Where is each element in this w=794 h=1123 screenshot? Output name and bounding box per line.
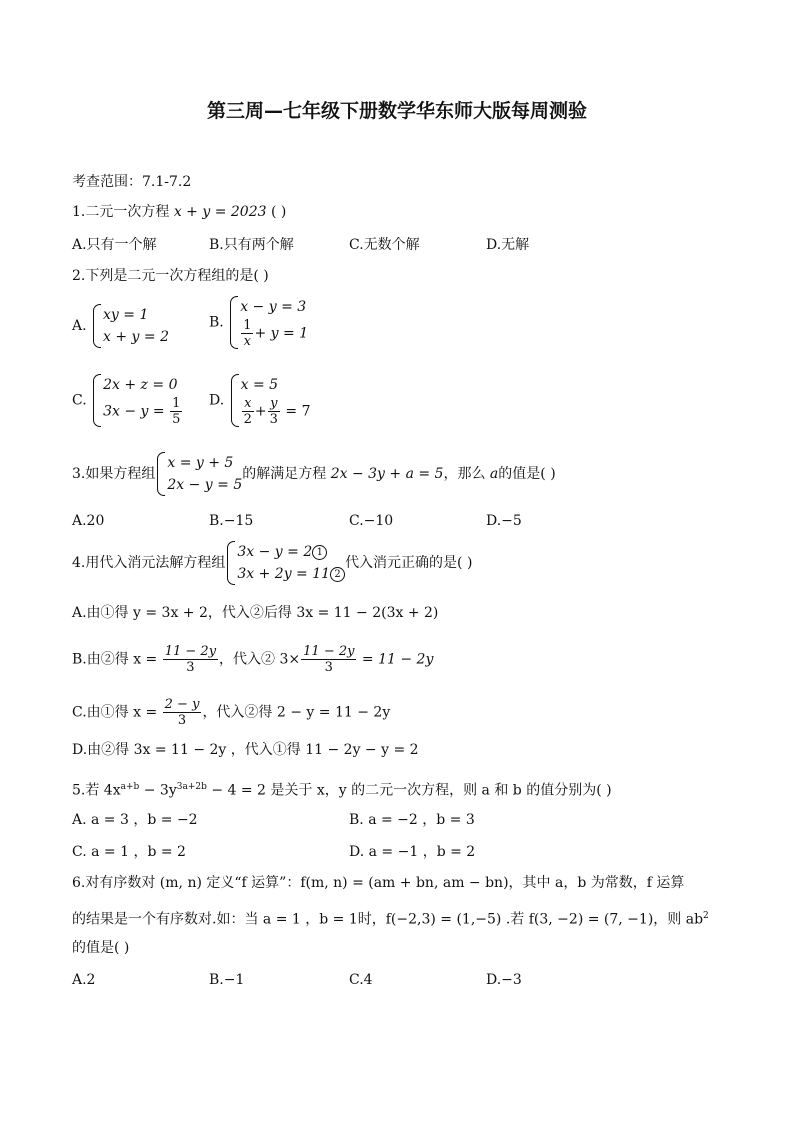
q1-option-d: D.无解 <box>486 237 530 253</box>
q4-c-den: 3 <box>177 713 187 728</box>
q2-option-d-label: D. <box>209 392 225 409</box>
q2-a-row2: x + y = 2 <box>103 329 169 345</box>
q1-option-a: A.只有一个解 <box>72 237 157 253</box>
q1-option-c: C.无数个解 <box>349 237 420 253</box>
q4-b-den1: 3 <box>186 660 195 675</box>
q5-exponent-2: 3a+2b <box>176 782 207 792</box>
q2-option-a-label: A. <box>72 318 87 334</box>
q2-d-num1: x <box>242 396 254 412</box>
q5-option-c: C. a = 1 ，b = 2 <box>72 844 186 860</box>
q3-option-c: C.−10 <box>349 513 394 529</box>
q2-option-d <box>209 374 310 427</box>
question-6-line-1: 6.对有序数对 (m, n) 定义“f 运算”：f(m, n) = (am + bn, am − bn)，其中 a，b 为常数，f 运算 <box>72 875 685 891</box>
q6-option-a: A.2 <box>72 972 96 988</box>
q4-circled-2: 2 <box>330 567 345 582</box>
q3-row2: 2x − y = 5 <box>167 477 243 493</box>
q2-b-row2 <box>240 318 308 349</box>
question-6-line-2 <box>72 906 709 930</box>
q3-var: a <box>489 466 499 482</box>
question-2-stem: 2.下列是二元一次方程组的是( ) <box>72 268 269 284</box>
question-6-line-3: 的值是( ) <box>72 940 130 956</box>
question-5-stem <box>72 777 612 801</box>
page-title: 第三周—七年级下册数学华东师大版每周测验 <box>206 100 587 122</box>
q4-b-fraction-2 <box>301 644 356 675</box>
q2-b-num: 1 <box>243 318 252 333</box>
q4-row1 <box>237 541 345 563</box>
q4-c-num: 2 − y <box>164 697 200 712</box>
q3-text-a: 3.如果方程组 <box>72 466 156 482</box>
q6-option-c: C.4 <box>349 972 373 988</box>
exam-scope: 考查范围：7.1-7.2 <box>72 174 192 190</box>
q2-d-den1: 2 <box>243 412 252 427</box>
q3-equation: 2x − 3y + a = 5 <box>330 466 444 482</box>
q4-row2-eq: 3x + 2y = 11 <box>237 566 331 582</box>
q4-row1-eq: 3x − y = 2 <box>237 544 313 560</box>
question-1-text: 1.二元一次方程 <box>72 204 170 220</box>
q3-text-d: 的值是( ) <box>498 466 556 482</box>
q2-option-d-system <box>231 374 311 427</box>
q2-option-a-system <box>93 304 169 348</box>
q2-option-b <box>209 296 308 349</box>
q2-option-c-label: C. <box>72 392 87 409</box>
q2-d-plus: + <box>254 403 267 420</box>
q2-d-row1: x = 5 <box>240 377 279 393</box>
q4-b-den2: 3 <box>324 660 333 675</box>
q2-option-c <box>72 374 183 427</box>
q5-exponent-1: a+b <box>120 782 140 792</box>
q2-d-den2: 3 <box>269 412 278 427</box>
q4-text-a: 4.用代入消元法解方程组 <box>72 555 226 571</box>
q2-option-a <box>72 304 169 348</box>
q2-d-num2: y <box>268 396 280 412</box>
q6-line-2-text: 的结果是一个有序数对.如：当 a = 1 ，b = 1时，f(−2,3) = (1,−5) .若 f(3, −2) = (7, −1)，则 ab <box>72 911 704 928</box>
q5-text-c: − 4 = 2 是关于 x，y 的二元一次方程，则 a 和 b 的值分别为( ) <box>206 782 612 799</box>
question-3-stem <box>72 452 556 496</box>
q6-option-b: B.−1 <box>209 972 245 988</box>
q4-option-a: A.由①得 y = 3x + 2，代入②后得 3x = 11 − 2(3x + 2) <box>72 605 439 621</box>
q4-b-num1: 11 − 2y <box>164 644 217 659</box>
q4-circled-1: 1 <box>312 545 327 560</box>
q3-option-d: D.−5 <box>486 513 522 529</box>
question-1-paren: ( ) <box>270 204 287 220</box>
q4-row2 <box>237 563 345 585</box>
q2-option-c-system <box>93 374 183 427</box>
q5-text-b: − 3y <box>139 782 177 799</box>
q2-d-fraction-2 <box>268 396 280 427</box>
q4-b-fraction-1 <box>163 644 218 675</box>
q4-system <box>227 541 345 585</box>
q6-option-d: D.−3 <box>486 972 522 988</box>
q2-d-fraction-1 <box>242 396 254 427</box>
q2-a-row1: xy = 1 <box>103 307 149 323</box>
q2-option-b-system <box>230 296 308 349</box>
q5-option-d: D. a = −1 ，b = 2 <box>349 844 476 860</box>
q4-option-b <box>72 644 433 675</box>
q2-d-row2-rest: = 7 <box>285 403 311 420</box>
q2-c-fraction <box>170 396 182 427</box>
q4-c-fraction <box>163 697 202 728</box>
q2-c-row2-pre: 3x − y = <box>103 403 165 420</box>
q3-system <box>157 452 242 496</box>
q3-text-c: ，那么 <box>443 466 486 482</box>
q2-option-b-label: B. <box>209 314 224 331</box>
q3-option-b: B.−15 <box>209 513 254 529</box>
q2-b-row1: x − y = 3 <box>240 299 307 315</box>
q2-c-den: 5 <box>172 412 181 427</box>
q3-text-b: 的解满足方程 <box>242 466 327 482</box>
q4-option-c <box>72 697 390 728</box>
q2-c-num: 1 <box>172 396 181 411</box>
q2-b-fraction <box>241 318 253 349</box>
q5-option-a: A. a = 3 ，b = −2 <box>72 812 198 828</box>
q4-c-post: ，代入②得 2 − y = 11 − 2y <box>202 704 391 721</box>
q4-b-mid: ，代入② 3× <box>219 651 301 668</box>
q4-b-pre: B.由②得 x = <box>72 651 158 668</box>
q2-b-den: x <box>243 334 252 349</box>
q5-option-b: B. a = −2 ，b = 3 <box>349 812 475 828</box>
q6-exponent: 2 <box>703 911 709 921</box>
q2-b-row2-rest: + y = 1 <box>254 325 309 342</box>
q3-option-a: A.20 <box>72 513 105 529</box>
q2-d-row2 <box>241 396 311 427</box>
q4-option-d: D.由②得 3x = 11 − 2y ，代入①得 11 − 2y − y = 2 <box>72 742 419 758</box>
q5-text-a: 5.若 4x <box>72 782 121 799</box>
q2-c-row1: 2x + z = 0 <box>103 377 178 393</box>
q3-row1: x = y + 5 <box>167 455 234 471</box>
q1-option-b: B.只有两个解 <box>209 237 294 253</box>
q4-b-post: = 11 − 2y <box>361 651 434 668</box>
q4-text-b: 代入消元正确的是( ) <box>345 555 473 571</box>
q4-c-pre: C.由①得 x = <box>72 704 158 721</box>
question-1-equation: x + y = 2023 <box>173 204 267 220</box>
q4-b-num2: 11 − 2y <box>303 644 355 659</box>
question-1-stem <box>72 202 286 222</box>
q2-c-row2 <box>103 396 183 427</box>
question-4-stem <box>72 541 472 585</box>
